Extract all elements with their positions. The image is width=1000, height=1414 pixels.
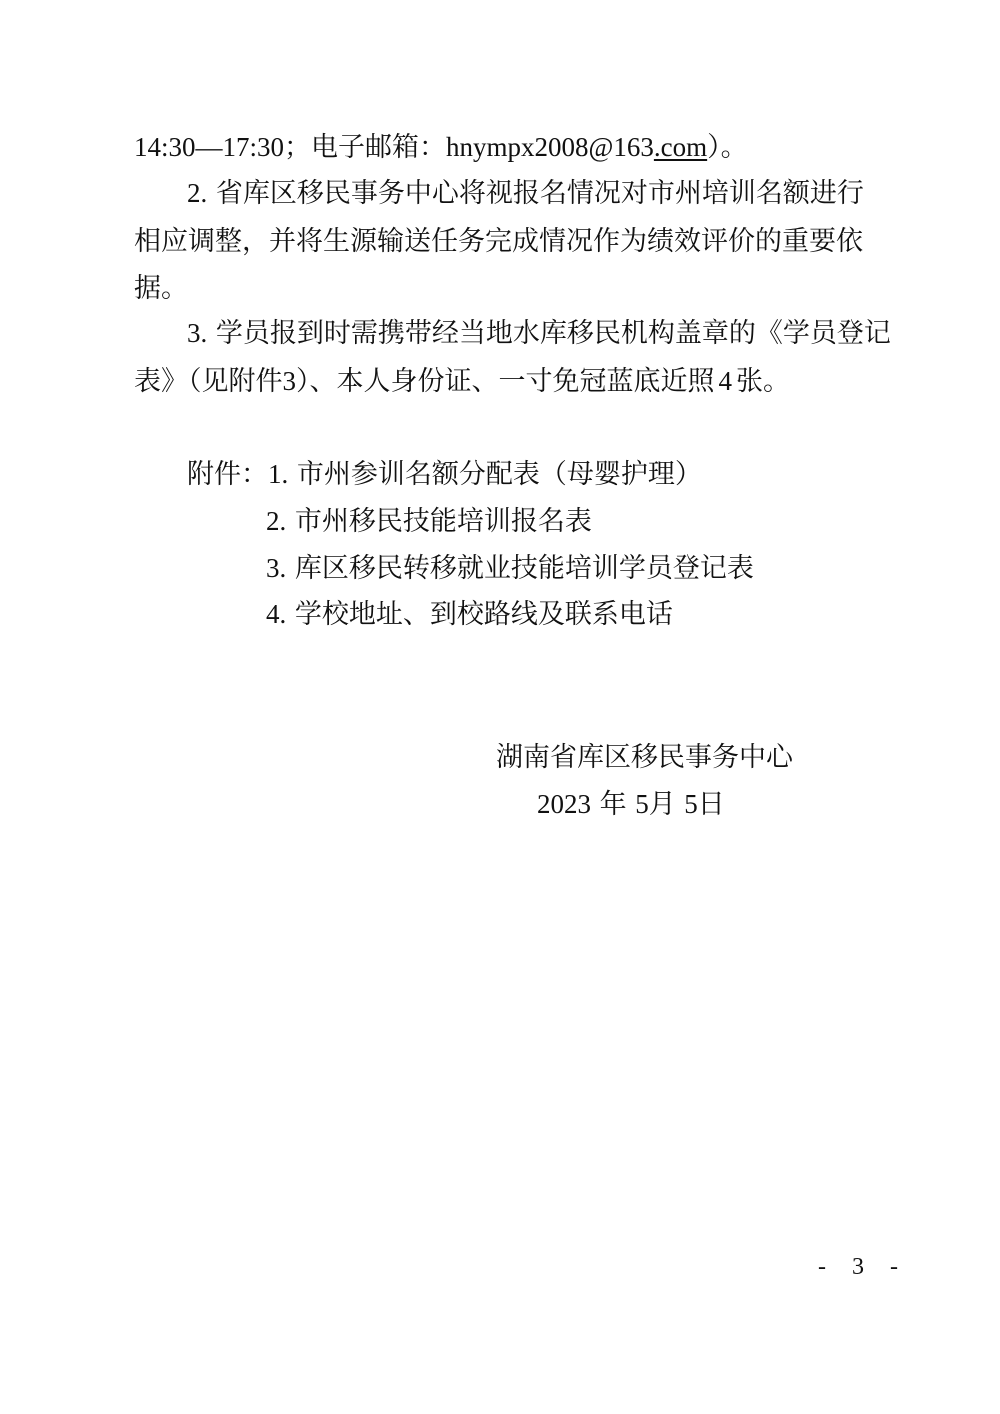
item2-text-line1: 省库区移民事务中心将视报名情况对市州培训名额进行 (215, 178, 864, 209)
email-label: ；电子邮箱： (284, 132, 447, 163)
item3-text-line2c: 张。 (736, 366, 790, 397)
item3-line2 (134, 368, 790, 395)
item3-text-line2b: ）、本人身份证、一寸免冠蓝底近照 (296, 366, 715, 397)
signature-org-name: 湖南省库区移民事务中心 (496, 742, 793, 773)
item3-number: 3. (187, 318, 208, 348)
item2-line1 (187, 180, 864, 207)
attachment-title: 市州参训名额分配表（母婴护理） (296, 459, 702, 490)
date-year-unit: 年 (599, 789, 627, 820)
attachment-item-1 (187, 461, 702, 488)
contact-line (134, 134, 748, 161)
date-day: 5 (684, 789, 698, 819)
item3-line1 (187, 320, 891, 347)
attachment-title: 库区移民转移就业技能培训学员登记表 (294, 553, 754, 584)
date-day-unit: 日 (697, 789, 725, 820)
attachment-ref-number: 3 (282, 366, 296, 396)
signature-date (537, 791, 725, 818)
signature-org (496, 744, 793, 771)
item2-line2 (134, 228, 863, 255)
attachments-label: 附件： (187, 459, 268, 490)
item2-text-line3: 据。 (134, 273, 188, 304)
attachment-item-2 (266, 508, 592, 535)
attachment-number: 2. (266, 506, 287, 536)
date-year: 2023 (537, 789, 591, 819)
item2-text-line2: 相应调整，并将生源输送任务完成情况作为绩效评价的重要依 (134, 226, 863, 257)
contact-time: 14:30—17:30 (134, 132, 285, 162)
page-number: - 3 - (818, 1254, 908, 1280)
item2-line3 (134, 275, 188, 302)
attachment-number: 1. (268, 459, 289, 489)
contact-closing: ）。 (707, 132, 748, 163)
date-month-unit: 月 (648, 789, 676, 820)
item3-text-line1: 学员报到时需携带经当地水库移民机构盖章的《学员登记 (215, 318, 891, 349)
attachment-item-4 (266, 601, 673, 628)
attachment-title: 学校地址、到校路线及联系电话 (294, 599, 673, 630)
photo-count: 4 (718, 366, 732, 396)
date-month: 5 (635, 789, 649, 819)
email-address-user[interactable]: hnympx2008@163 (446, 132, 654, 162)
attachment-number: 3. (266, 553, 287, 583)
attachment-number: 4. (266, 599, 287, 629)
attachment-title: 市州移民技能培训报名表 (294, 506, 592, 537)
attachment-item-3 (266, 555, 754, 582)
item3-text-line2a: 表》（见附件 (134, 366, 283, 397)
item2-number: 2. (187, 178, 208, 208)
email-address-domain-link[interactable]: .com (653, 132, 708, 162)
